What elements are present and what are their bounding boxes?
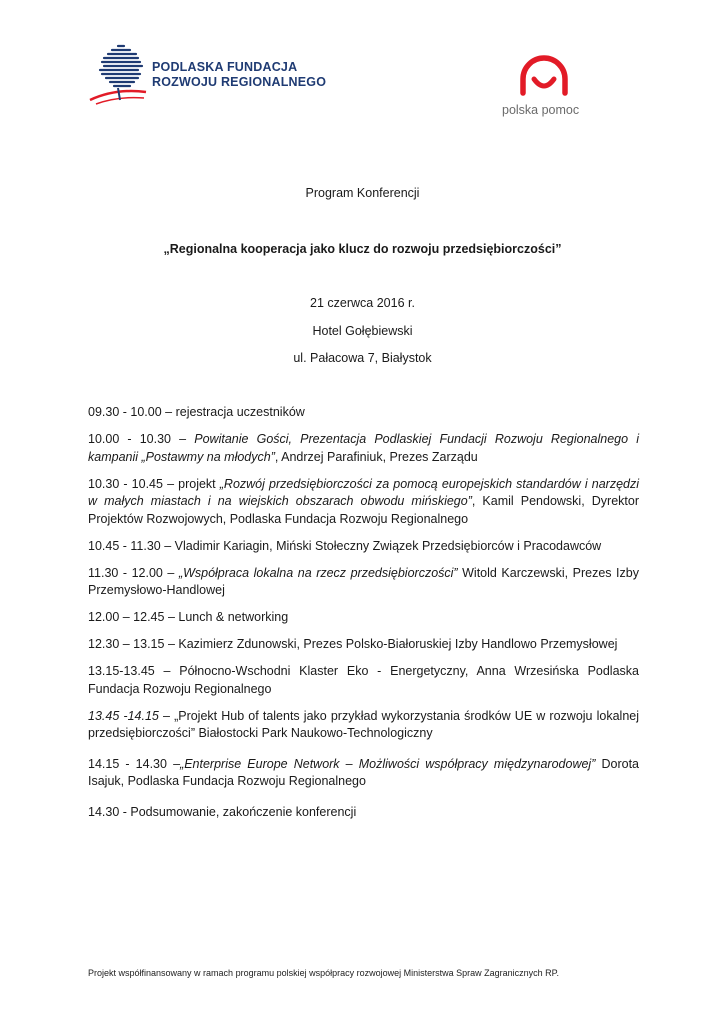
agenda-item: 10.30 - 10.45 – projekt „Rozwój przedsiębiorczości za pomocą europejskich standardów i narzędzi w małych miastach i na wiejskich obszarach obwodu mińskiego”, Kamil Pendowski, Dyrektor Projektów Rozwojowych, Podlaska Fundacja Rozwoju Regionalnego <box>88 476 640 526</box>
conference-subtitle: „Regionalna kooperacja jako klucz do rozwoju przedsiębiorczości” <box>163 242 562 256</box>
pfrr-logo <box>88 42 333 108</box>
org-name <box>152 60 326 90</box>
org-name-line1: PODLASKA FUNDACJA <box>152 60 298 74</box>
conference-address: ul. Pałacowa 7, Białystok <box>293 351 432 365</box>
agenda-item: 13.45 -14.15 – „Projekt Hub of talents jako przykład wykorzystania środków UE w rozwoju lokalnej przedsiębiorczości” Białostocki Park Naukowo-Technologiczny <box>88 708 640 740</box>
agenda-item: 09.30 - 10.00 – rejestracja uczestników <box>88 405 305 419</box>
agenda-item: 14.15 - 14.30 –„Enterprise Europe Network – Możliwości współpracy międzynarodowej” Dorota Isajuk, Podlaska Fundacja Rozwoju Regionalnego <box>88 756 639 788</box>
agenda-item: 10.45 - 11.30 – Vladimir Kariagin, Miński Stołeczny Związek Przedsiębiorców i Pracodawców <box>88 538 602 553</box>
conference-date: 21 czerwca 2016 r. <box>310 296 415 310</box>
agenda-item: 13.15-13.45 – Północno-Wschodni Klaster Eko - Energetyczny, Anna Wrzesińska Podlaska Fundacja Rozwoju Regionalnego <box>88 664 639 696</box>
polska-pomoc-icon <box>518 55 570 99</box>
polska-pomoc-text: polska pomoc <box>502 103 580 117</box>
conference-venue: Hotel Gołębiewski <box>312 324 413 338</box>
agenda-list <box>88 404 639 831</box>
agenda-item: 12.30 – 13.15 – Kazimierz Zdunowski, Prezes Polsko-Białoruskiej Izby Handlowo Przemysłowej <box>88 637 618 651</box>
polska-pomoc-logo <box>500 55 595 125</box>
tree-logo-icon <box>88 42 150 108</box>
agenda-item: 12.00 – 12.45 – Lunch & networking <box>88 610 289 624</box>
agenda-item: 11.30 - 12.00 – „Współpraca lokalna na rzecz przedsiębiorczości” Witold Karczewski, Prezes Izby Przemysłowo-Handlowej <box>88 565 639 597</box>
org-name-line2: ROZWOJU REGIONALNEGO <box>152 75 327 89</box>
footer-note: Projekt współfinansowany w ramach programu polskiej współpracy rozwojowej Ministerstwa Spraw Zagranicznych RP. <box>88 968 560 978</box>
agenda-item: 10.00 - 10.30 – Powitanie Gości, Prezentacja Podlaskiej Fundacji Rozwoju Regionalnego i kampanii „Postawmy na młodych”, Andrzej Parafiniuk, Prezes Zarządu <box>88 432 639 464</box>
page-title: Program Konferencji <box>305 186 420 200</box>
agenda-item: 14.30 - Podsumowanie, zakończenie konferencji <box>88 804 357 819</box>
